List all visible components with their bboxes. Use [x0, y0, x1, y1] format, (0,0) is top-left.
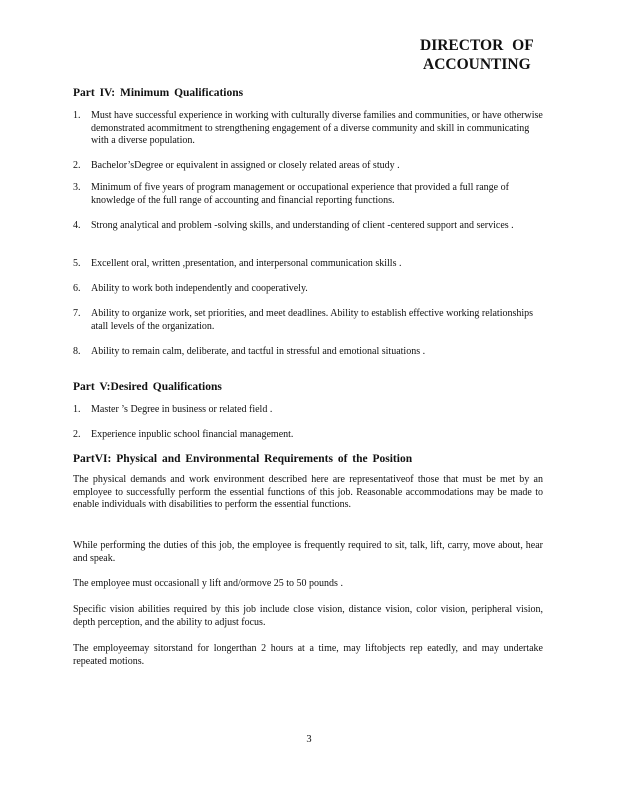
paragraph: The employee must occasionall y lift and/ormove 25 to 50 pounds . — [73, 578, 343, 589]
list-number: 1. — [73, 404, 81, 415]
part-iv-item-5 — [73, 258, 543, 271]
part-v-section — [73, 380, 543, 394]
part-iv-item-1 — [73, 110, 543, 148]
title-line-1: DIRECTOR OF — [420, 37, 534, 54]
list-item-text: Master ’s Degree in business or related field . — [91, 404, 273, 415]
list-number: 5. — [73, 258, 81, 269]
part-vi-paragraph-3 — [73, 578, 543, 591]
list-number: 4. — [73, 220, 81, 231]
part-iv-item-4 — [73, 220, 543, 233]
list-number: 8. — [73, 346, 81, 357]
part-iv-item-3 — [73, 182, 543, 207]
document-title — [420, 36, 534, 74]
part-v-item-2 — [73, 429, 543, 442]
part-vi-section — [73, 452, 543, 466]
list-number: 2. — [73, 160, 81, 171]
part-iv-heading: Part IV: Minimum Qualifications — [73, 87, 244, 99]
part-iv-item-2 — [73, 160, 543, 173]
list-number: 3. — [73, 182, 81, 193]
list-number: 7. — [73, 308, 81, 319]
list-number: 6. — [73, 283, 81, 294]
paragraph: Specific vision abilities required by this job include close vision, distance vision, color vision, peripheral vision, depth perception, and the ability to adjust focus. — [73, 604, 543, 628]
part-vi-paragraph-2 — [73, 540, 543, 565]
list-item-text: Ability to remain calm, deliberate, and tactful in stressful and emotional situations . — [91, 346, 426, 357]
list-item-text: Ability to work both independently and cooperatively. — [91, 283, 308, 294]
part-vi-paragraph-5 — [73, 643, 543, 668]
part-vi-paragraph-1 — [73, 474, 543, 512]
part-iv-item-7 — [73, 308, 543, 333]
list-number: 1. — [73, 110, 81, 121]
list-number: 2. — [73, 429, 81, 440]
part-iv-item-8 — [73, 346, 543, 359]
part-v-item-1 — [73, 404, 543, 417]
part-iv-item-6 — [73, 283, 543, 296]
part-vi-heading: PartVI: Physical and Environmental Requirements of the Position — [73, 453, 413, 465]
paragraph: While performing the duties of this job, the employee is frequently required to sit, talk, lift, carry, move about, hear and speak. — [73, 540, 543, 564]
part-v-heading: Part V:Desired Qualifications — [73, 381, 222, 393]
list-item-text: Bachelor’sDegree or equivalent in assigned or closely related areas of study . — [91, 160, 400, 171]
list-item-text: Experience inpublic school financial management. — [91, 429, 294, 440]
list-item-text: Excellent oral, written ,presentation, and interpersonal communication skills . — [91, 258, 402, 269]
part-vi-paragraph-4 — [73, 604, 543, 629]
page-number: 3 — [306, 734, 312, 745]
paragraph: The employeemay sitorstand for longerthan 2 hours at a time, may liftobjects rep eatedly, and may undertake repeated motions. — [73, 643, 543, 667]
list-item-text: Minimum of five years of program management or occupational experience that provided a full range of knowledge of the full range of accounting and financial reporting functions. — [91, 182, 509, 206]
list-item-text: Strong analytical and problem -solving skills, and understanding of client -centered support and services . — [91, 220, 514, 231]
part-iv-section — [73, 86, 543, 100]
list-item-text: Ability to organize work, set priorities, and meet deadlines. Ability to establish effective working relationships atall levels of the organization. — [91, 308, 534, 332]
title-line-2: ACCOUNTING — [423, 56, 531, 73]
paragraph: The physical demands and work environment described here are representativeof those that must be met by an employee to successfully perform the essential functions of this job. Reasonable accommodations may be made to enable individuals with disabilities to perform the essential functions. — [73, 474, 543, 510]
list-item-text: Must have successful experience in working with culturally diverse families and communities, or have otherwise demonstrated acommitment to strengthening engagement of a diverse community and skill in communicating with a diverse population. — [91, 110, 543, 146]
